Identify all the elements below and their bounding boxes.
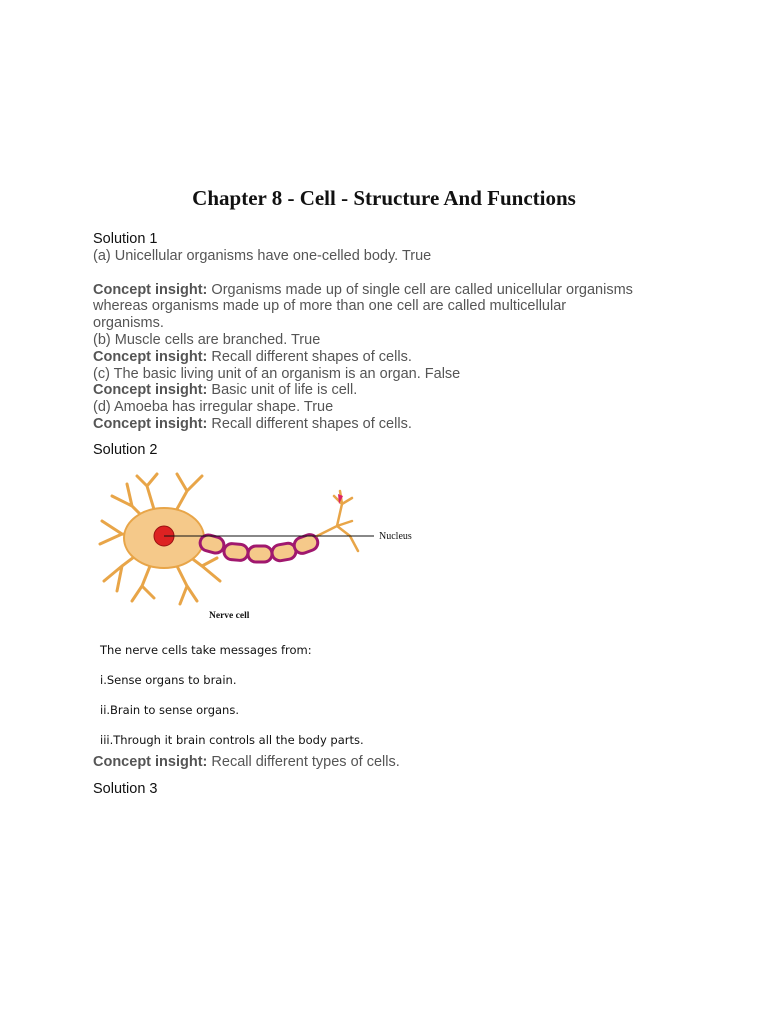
insight-2	[93, 754, 683, 771]
insight-d-text: Recall different shapes of cells.	[207, 415, 412, 432]
solution1-c: (c) The basic living unit of an organism is an organ. False	[93, 365, 461, 382]
insight-c-text: Basic unit of life is cell.	[207, 382, 358, 399]
solution1-b: (b) Muscle cells are branched. True	[93, 331, 321, 348]
insight-a-text: Organisms made up of single cell are called unicellular organisms	[207, 281, 633, 298]
page-title: Chapter 8 - Cell - Structure And Functions	[192, 186, 576, 210]
note-1: i.Sense organs to brain.	[100, 673, 237, 687]
solution1	[93, 231, 683, 433]
solution1-a: (a) Unicellular organisms have one-celled body. True	[93, 247, 432, 264]
nerve-notes	[100, 643, 500, 763]
solution1-heading: Solution 1	[93, 231, 158, 247]
insight-a-line3: organisms.	[93, 315, 164, 332]
insight-c	[93, 382, 683, 399]
insight-label: Concept insight:	[93, 754, 208, 770]
nerve-cell-diagram	[92, 466, 432, 626]
solution3-heading: Solution 3	[93, 781, 158, 797]
nucleus-label: Nucleus	[379, 531, 412, 542]
solution2-insight	[93, 754, 683, 771]
insight-a	[93, 282, 683, 299]
solution1-d: (d) Amoeba has irregular shape. True	[93, 399, 334, 416]
insight-label: Concept insight:	[93, 415, 208, 432]
insight-a-line2: whereas organisms made up of more than one cell are called multicellular	[93, 298, 567, 315]
insight-label: Concept insight:	[93, 382, 208, 399]
insight-label: Concept insight:	[93, 281, 208, 298]
insight-d	[93, 416, 683, 433]
insight-b	[93, 349, 683, 366]
solution2-heading	[93, 442, 683, 459]
solution3	[93, 781, 683, 798]
solution2-heading-text: Solution 2	[93, 442, 158, 458]
note-2: ii.Brain to sense organs.	[100, 703, 239, 717]
insight-2-text: Recall different types of cells.	[207, 754, 400, 770]
insight-label: Concept insight:	[93, 348, 208, 365]
axon-terminals	[317, 491, 358, 551]
notes-intro: The nerve cells take messages from:	[100, 643, 312, 657]
note-3: iii.Through it brain controls all the body parts.	[100, 733, 364, 747]
insight-b-text: Recall different shapes of cells.	[207, 348, 412, 365]
diagram-caption: Nerve cell	[209, 611, 250, 621]
